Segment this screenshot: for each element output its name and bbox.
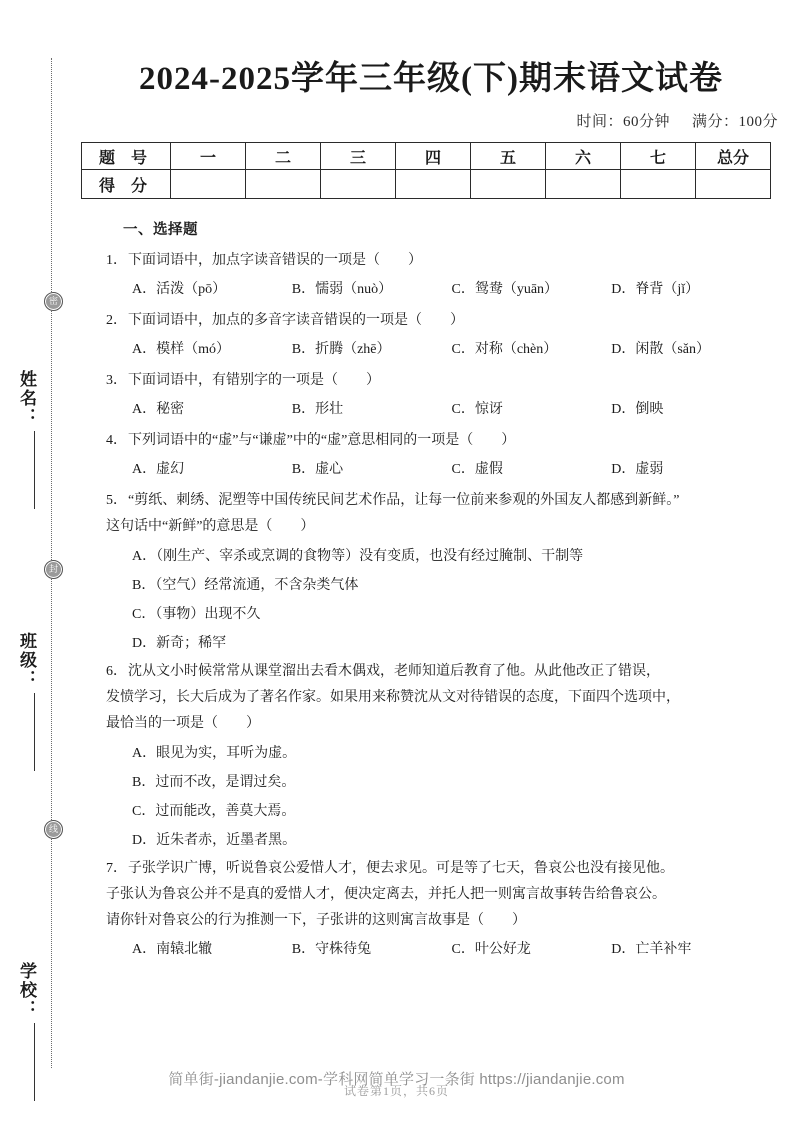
question-4-stem [106, 428, 771, 454]
question-4-option-b[interactable]: B．虚心 [291, 462, 344, 477]
score-cell-5[interactable] [471, 170, 546, 199]
question-4-option-c[interactable]: C．虚假 [451, 462, 503, 477]
question-1-number: 1． [106, 253, 127, 268]
question-7-options [132, 937, 771, 963]
score-table-col-3: 三 [321, 143, 396, 170]
exam-total-score: 满分：100分 [691, 114, 778, 130]
question-5-text-cont: 这句话中“新鲜”的意思是（ ） [106, 519, 315, 534]
score-cell-7[interactable] [621, 170, 696, 199]
question-4-option-d[interactable]: D．虚弱 [611, 462, 664, 477]
question-2-option-a[interactable]: A．模样（mó） [132, 342, 230, 357]
score-table-col-total: 总分 [696, 143, 771, 170]
question-1-option-c[interactable]: C．鸳鸯（yuān） [451, 282, 559, 297]
question-3-number: 3． [106, 373, 127, 388]
field-student-name[interactable] [14, 370, 39, 509]
question-6-option-c[interactable]: C．过而能改，善莫大焉。 [132, 804, 296, 819]
question-6-options [106, 740, 771, 854]
question-content [106, 218, 771, 968]
question-6-option-a[interactable]: A．眼见为实，耳听为虚。 [132, 746, 297, 761]
question-7-option-d[interactable]: D．亡羊补牢 [611, 942, 692, 957]
question-2 [106, 308, 771, 363]
score-table-col-1: 一 [171, 143, 246, 170]
question-5-option-a[interactable]: A．（刚生产、宰杀或烹调的食物等）没有变质，也没有经过腌制、干制等 [132, 549, 584, 564]
question-6-number: 6． [106, 664, 127, 679]
question-6-stem [106, 659, 771, 737]
question-1-option-b[interactable]: B．懦弱（nuò） [291, 282, 393, 297]
score-cell-1[interactable] [171, 170, 246, 199]
question-3-option-d[interactable]: D．倒映 [611, 402, 664, 417]
score-cell-3[interactable] [321, 170, 396, 199]
score-table-col-4: 四 [396, 143, 471, 170]
question-5-option-d[interactable]: D．新奇；稀罕 [132, 636, 227, 651]
field-student-name-label: 姓名： [17, 370, 36, 427]
field-class[interactable] [14, 632, 39, 771]
field-class-rule [34, 693, 35, 771]
question-5-text: “剪纸、刺绣、泥塑等中国传统民间艺术作品，让每一位前来参观的外国友人都感到新鲜。” [128, 493, 680, 508]
score-cell-4[interactable] [396, 170, 471, 199]
question-7-text-cont2: 请你针对鲁哀公的行为推测一下，子张讲的这则寓言故事是（ ） [106, 913, 526, 928]
question-4-options [132, 457, 771, 483]
score-table-row-label-score: 得 分 [82, 170, 171, 199]
question-3-stem [106, 368, 771, 394]
question-3-options [132, 397, 771, 423]
seal-char-xian: 线 [44, 820, 63, 839]
page-footer [0, 1068, 793, 1098]
question-7-stem [106, 856, 771, 934]
question-5-number: 5． [106, 493, 127, 508]
question-7-option-a[interactable]: A．南辕北辙 [132, 942, 213, 957]
question-6-text: 沈从文小时候常常从课堂溜出去看木偶戏，老师知道后教育了他。从此他改正了错误， [128, 664, 660, 679]
question-1-option-a[interactable]: A．活泼（pō） [132, 282, 227, 297]
question-1-option-d[interactable]: D．脊背（jǐ） [611, 282, 700, 297]
question-7-text-cont: 子张认为鲁哀公并不是真的爱惜人才，便决定离去，并托人把一则寓言故事转告给鲁哀公。 [106, 887, 666, 902]
seal-char-mi: 密 [44, 292, 63, 311]
question-7 [106, 856, 771, 963]
question-3 [106, 368, 771, 423]
score-table-col-5: 五 [471, 143, 546, 170]
question-2-option-c[interactable]: C．对称（chèn） [451, 342, 558, 357]
site-watermark: 简单街-jiandanjie.com-学科网简单学习一条街 https://jiandanjie.com [168, 1071, 625, 1088]
score-cell-total[interactable] [696, 170, 771, 199]
question-3-option-a[interactable]: A．秘密 [132, 402, 185, 417]
question-6-option-b[interactable]: B．过而不改，是谓过矣。 [132, 775, 296, 790]
score-cell-2[interactable] [246, 170, 321, 199]
score-table-header-row [82, 143, 771, 170]
question-2-option-b[interactable]: B．折腾（zhē） [291, 342, 391, 357]
question-2-options [132, 337, 771, 363]
question-4-option-a[interactable]: A．虚幻 [132, 462, 185, 477]
question-7-option-c[interactable]: C．叶公好龙 [451, 942, 531, 957]
score-table [81, 142, 771, 199]
score-table-score-row [82, 170, 771, 199]
field-student-name-rule [34, 431, 35, 509]
question-5-option-c[interactable]: C．（事物）出现不久 [132, 607, 261, 622]
question-4-number: 4． [106, 433, 127, 448]
question-6 [106, 659, 771, 854]
question-7-option-b[interactable]: B．守株待兔 [291, 942, 372, 957]
question-5-option-b[interactable]: B．（空气）经常流通，不含杂类气体 [132, 578, 359, 593]
question-3-option-b[interactable]: B．形壮 [291, 402, 344, 417]
question-5 [106, 488, 771, 657]
sealing-margin [0, 0, 86, 1122]
exam-sheet [86, 0, 793, 1122]
question-5-stem [106, 488, 771, 540]
question-1 [106, 248, 771, 303]
question-6-text-cont2: 最恰当的一项是（ ） [106, 716, 260, 731]
question-3-option-c[interactable]: C．惊讶 [451, 402, 503, 417]
question-4-text: 下列词语中的“虚”与“谦虚”中的“虚”意思相同的一项是（ ） [128, 433, 516, 448]
question-7-text: 子张学识广博，听说鲁哀公爱惜人才，便去求见。可是等了七天，鲁哀公也没有接见他。 [128, 861, 674, 876]
field-school-label: 学校： [17, 962, 36, 1019]
question-2-stem [106, 308, 771, 334]
question-2-option-d[interactable]: D．闲散（sǎn） [611, 342, 711, 357]
question-4 [106, 428, 771, 483]
field-class-label: 班级： [17, 632, 36, 689]
seal-char-feng: 封 [44, 560, 63, 579]
page-indicator: 试卷第1页，共6页 [343, 1084, 449, 1098]
question-5-options [106, 543, 771, 657]
question-1-options [132, 277, 771, 303]
question-3-text: 下面词语中，有错别字的一项是（ ） [128, 373, 380, 388]
score-table-row-label-question: 题 号 [82, 143, 171, 170]
score-table-col-7: 七 [621, 143, 696, 170]
question-2-text: 下面词语中，加点的多音字读音错误的一项是（ ） [128, 313, 464, 328]
question-1-stem [106, 248, 771, 274]
question-6-text-cont: 发愤学习，长大后成为了著名作家。如果用来称赞沈从文对待错误的态度，下面四个选项中， [106, 690, 680, 705]
question-7-number: 7． [106, 861, 127, 876]
section-heading-1: 一、选择题 [123, 222, 198, 238]
question-6-option-d[interactable]: D．近朱者赤，近墨者黑。 [132, 833, 297, 848]
page-title: 2024-2025学年三年级(下)期末语文试卷 [139, 61, 723, 97]
question-1-text: 下面词语中，加点字读音错误的一项是（ ） [128, 253, 422, 268]
score-table-col-6: 六 [546, 143, 621, 170]
question-2-number: 2． [106, 313, 127, 328]
exam-duration: 时间：60分钟 [576, 114, 670, 130]
exam-meta [576, 110, 778, 131]
score-table-col-2: 二 [246, 143, 321, 170]
score-cell-6[interactable] [546, 170, 621, 199]
